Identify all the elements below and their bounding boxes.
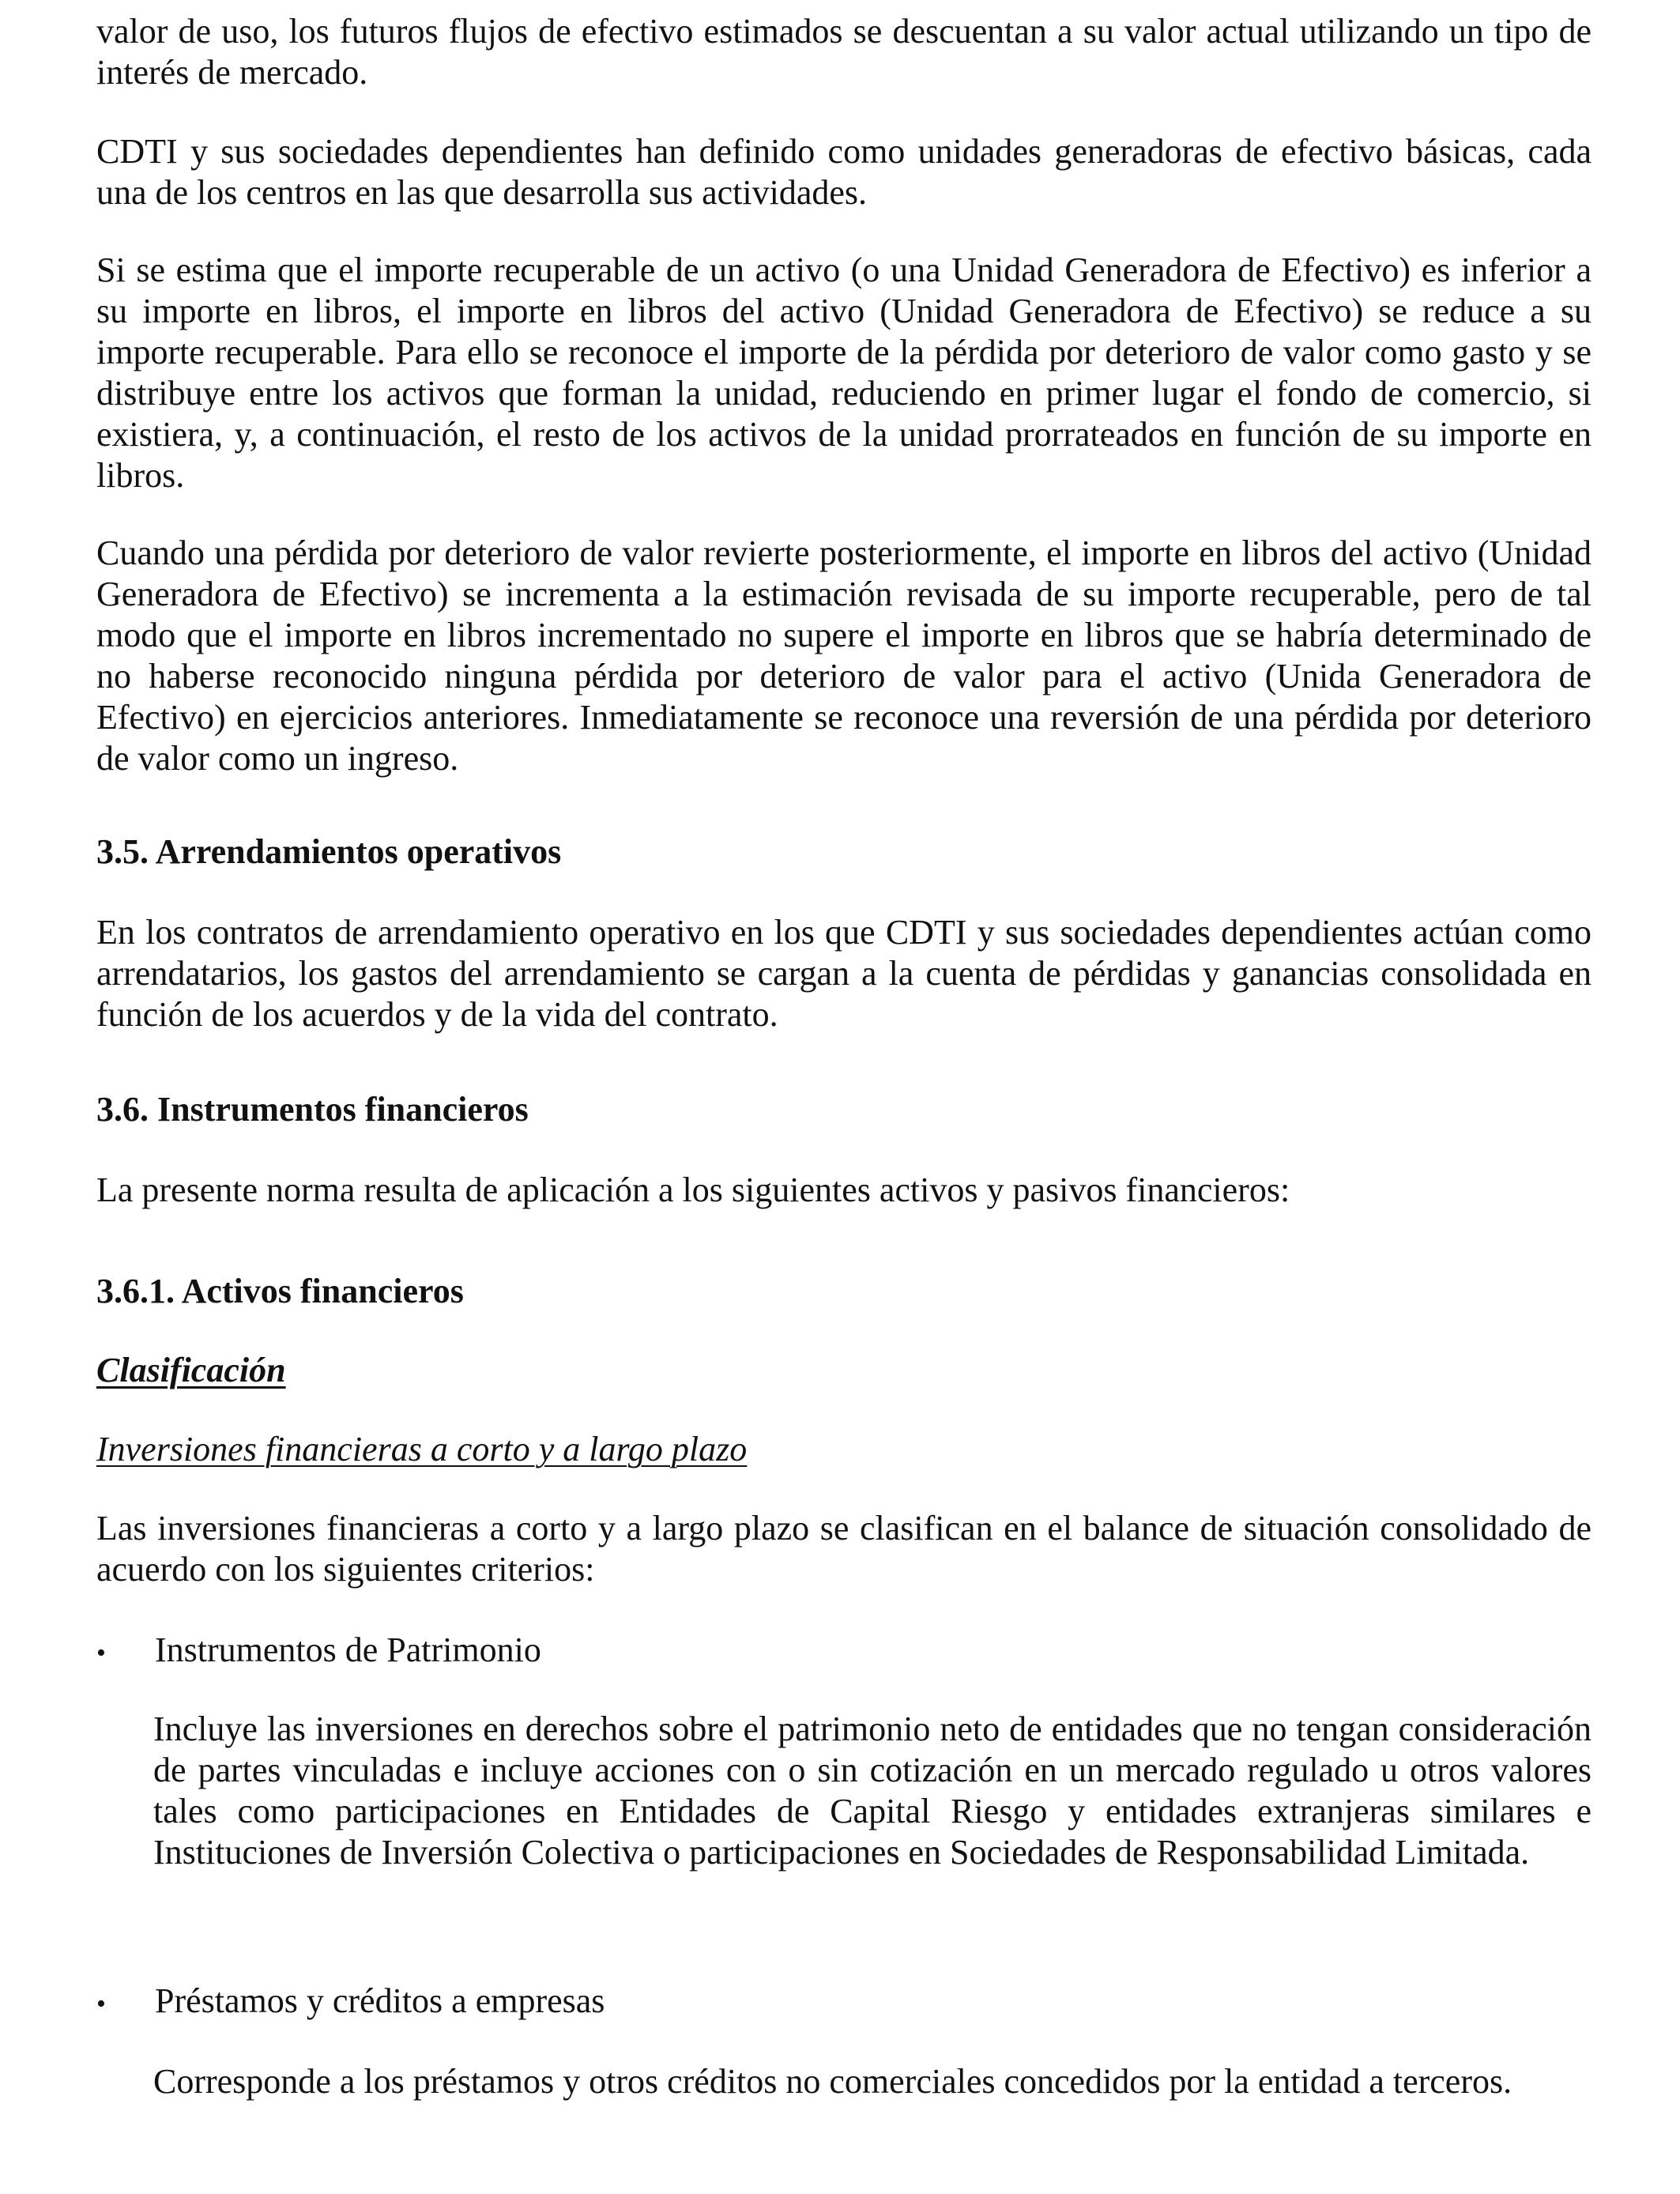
bullet-icon: • [96, 1989, 106, 2019]
paragraph-presente-norma [96, 1170, 1591, 1211]
paragraph-text: CDTI y sus sociedades dependientes han definido como unidades generadoras de efectivo básicas, cada una de los centros en las que desarrolla sus actividades. [96, 132, 1591, 212]
bullet-icon: • [96, 1638, 106, 1668]
bullet-instrumentos-patrimonio [96, 1630, 1591, 1674]
subheading-text: Clasificación [96, 1351, 286, 1389]
paragraph-reversion-deterioro [96, 533, 1591, 779]
paragraph-text: Si se estima que el importe recuperable de un activo (o una Unidad Generadora de Efectivo) es inferior a su importe en libros, el importe en libros del activo (Unidad Generadora de Efectivo) se reduce a su importe recuperable. Para ello se reconoce el importe de la pérdida por deterioro de valor como gasto y se distribuye entre los activos que forman la unidad, reduciendo en primer lugar el fondo de comercio, si existiera, y, a continuación, el resto de los activos de la unidad prorrateados en función de su importe en libros. [96, 251, 1591, 495]
subheading-inversiones-financieras [96, 1429, 1591, 1470]
paragraph-text: Las inversiones financieras a corto y a largo plazo se clasifican en el balance de situación consolidado de acuerdo con los siguientes criterios: [96, 1509, 1591, 1589]
section-heading-3-5 [96, 831, 1591, 873]
paragraph-incluye-inversiones [96, 1709, 1591, 1873]
list-item-label: Instrumentos de Patrimonio [155, 1630, 541, 1669]
paragraph-text: Cuando una pérdida por deterioro de valor revierte posteriormente, el importe en libros del activo (Unidad Generadora de Efectivo) se incrementa a la estimación revisada de su importe recuperable, pero de tal modo que el importe en libros incrementado no supere el importe en libros que se habría determinado de no haberse reconocido ninguna pérdida por deterioro de valor para el activo (Unida Generadora de Efectivo) en ejercicios anteriores. Inmediatamente se reconoce una reversión de una pérdida por deterioro de valor como un ingreso. [96, 533, 1591, 778]
section-heading-3-6 [96, 1089, 1591, 1130]
heading-text: 3.5. Arrendamientos operativos [96, 832, 562, 871]
paragraph-text: Incluye las inversiones en derechos sobre el patrimonio neto de entidades que no tengan consideración de partes vinculadas e incluye acciones con o sin cotización en un mercado regulado u otros valores tales como participaciones en Entidades de Capital Riesgo y entidades extranjeras similares e Instituciones de Inversión Colectiva o participaciones en Sociedades de Responsabilidad Limitada. [153, 1710, 1591, 1872]
list-item [36, 1981, 1591, 2025]
subheading-clasificacion [96, 1350, 1591, 1391]
paragraph-text: La presente norma resulta de aplicación a los siguientes activos y pasivos financieros: [96, 1171, 1290, 1209]
paragraph-valor-de-uso [96, 11, 1591, 93]
paragraph-corresponde-prestamos [96, 2061, 1591, 2102]
heading-text: 3.6.1. Activos financieros [96, 1272, 464, 1310]
subheading-text: Inversiones financieras a corto y a largo plazo [96, 1430, 748, 1468]
paragraph-importe-recuperable [96, 250, 1591, 496]
section-heading-3-6-1 [96, 1271, 1591, 1312]
list-item [36, 1630, 1591, 1674]
paragraph-text: Corresponde a los préstamos y otros créditos no comerciales concedidos por la entidad a terceros. [153, 2062, 1512, 2101]
paragraph-text: valor de uso, los futuros flujos de efectivo estimados se descuentan a su valor actual utilizando un tipo de interés de mercado. [96, 12, 1591, 92]
paragraph-text: En los contratos de arrendamiento operativo en los que CDTI y sus sociedades dependientes actúan como arrendatarios, los gastos del arrendamiento se cargan a la cuenta de pérdidas y ganancias consolidada en función de los acuerdos y de la vida del contrato. [96, 913, 1591, 1034]
list-item-label: Préstamos y créditos a empresas [155, 1981, 605, 2020]
paragraph-inversiones-clasifican [96, 1508, 1591, 1590]
paragraph-arrendamiento [96, 912, 1591, 1035]
paragraph-unidades-generadoras [96, 131, 1591, 213]
bullet-prestamos-creditos [96, 1981, 1591, 2025]
heading-text: 3.6. Instrumentos financieros [96, 1090, 529, 1129]
